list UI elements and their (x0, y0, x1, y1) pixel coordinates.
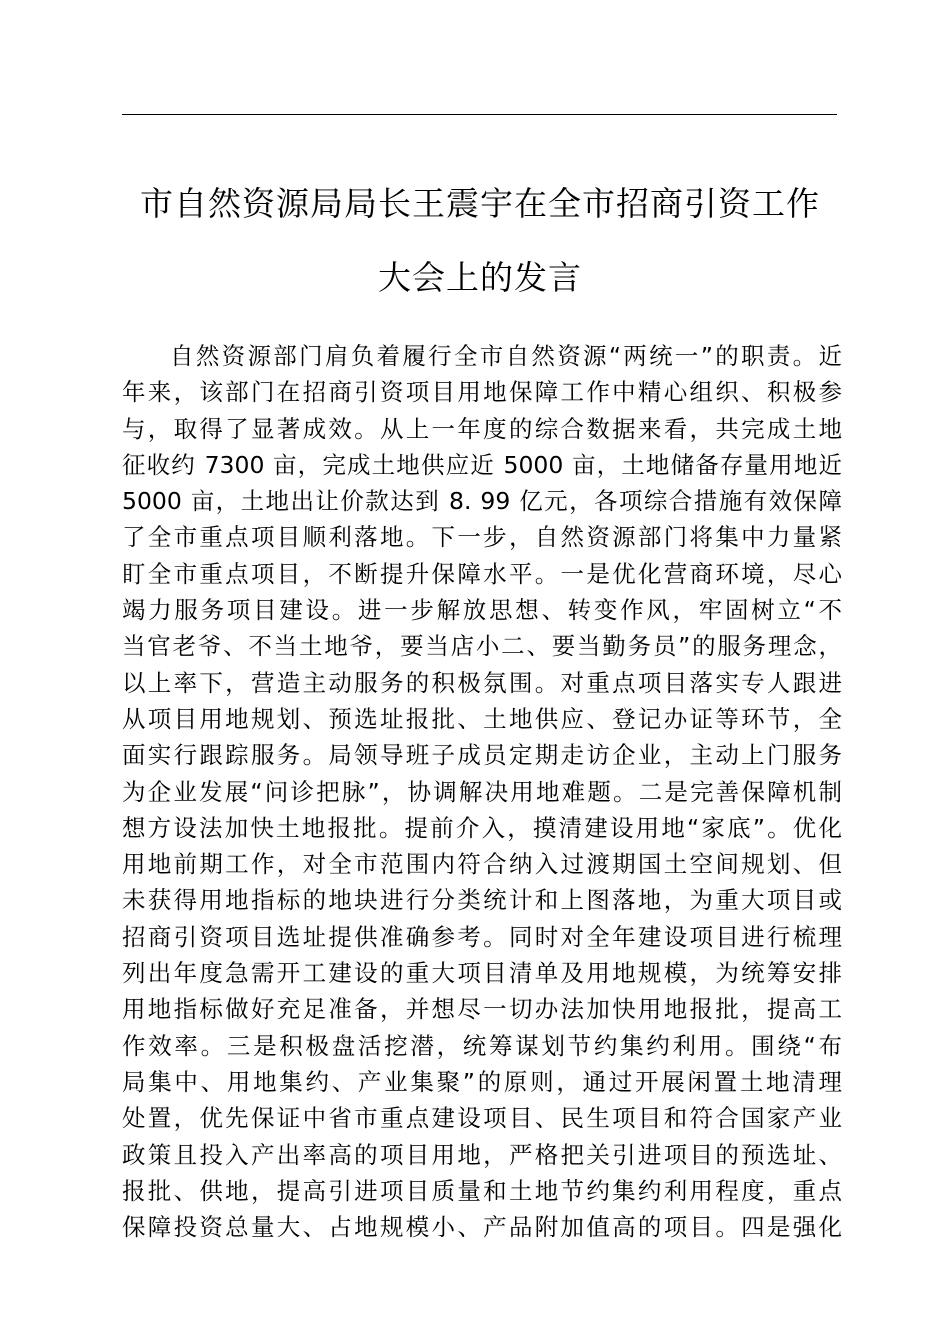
body-line: 与，取得了显著成效。从上一年度的综合数据来看，共完成土地 (122, 414, 842, 443)
body-line: 盯全市重点项目，不断提升保障水平。一是优化营商环境，尽心 (122, 559, 842, 588)
body-line: 用地前期工作，对全市范围内符合纳入过渡期国土空间规划、但 (122, 850, 842, 879)
body-line: 用地指标做好充足准备，并想尽一切办法加快用地报批，提高工 (122, 995, 842, 1024)
body-line: 作效率。三是积极盘活挖潜，统筹谋划节约集约利用。围绕“布 (122, 1031, 842, 1060)
body-line: 局集中、用地集约、产业集聚”的原则，通过开展闲置土地清理 (122, 1067, 842, 1096)
body-line: 招商引资项目选址提供准确参考。同时对全年建设项目进行梳理 (122, 922, 842, 951)
body-line: 保障投资总量大、占地规模小、产品附加值高的项目。四是强化 (122, 1213, 842, 1242)
body-line: 年来，该部门在招商引资项目用地保障工作中精心组织、积极参 (122, 378, 842, 407)
body-line: 征收约 7300 亩，完成土地供应近 5000 亩，土地储备存量用地近 (122, 450, 842, 479)
body-line: 为企业发展“问诊把脉”，协调解决用地难题。二是完善保障机制 (122, 777, 842, 806)
body-line: 了全市重点项目顺利落地。下一步，自然资源部门将集中力量紧 (122, 523, 842, 552)
document-title-line-2: 大会上的发言 (378, 258, 582, 297)
body-line: 从项目用地规划、预选址报批、土地供应、登记办证等环节，全 (122, 704, 842, 733)
body-line: 面实行跟踪服务。局领导班子成员定期走访企业，主动上门服务 (122, 741, 842, 770)
body-line: 处置，优先保证中省市重点建设项目、民生项目和符合国家产业 (122, 1104, 842, 1133)
body-line: 当官老爷、不当土地爷，要当店小二、要当勤务员”的服务理念， (122, 632, 842, 661)
body-line: 列出年度急需开工建设的重大项目清单及用地规模，为统筹安排 (122, 959, 842, 988)
body-line: 未获得用地指标的地块进行分类统计和上图落地，为重大项目或 (122, 886, 842, 915)
document-title-line-1: 市自然资源局局长王震宇在全市招商引资工作 (140, 184, 820, 223)
body-line: 自然资源部门肩负着履行全市自然资源“两统一”的职责。近 (170, 342, 842, 370)
body-line: 想方设法加快土地报批。提前介入，摸清建设用地“家底”。优化 (122, 813, 842, 842)
body-line: 政策且投入产出率高的项目用地，严格把关引进项目的预选址、 (122, 1140, 842, 1169)
body-line: 以上率下，营造主动服务的积极氛围。对重点项目落实专人跟进 (122, 668, 842, 697)
body-line: 报批、供地，提高引进项目质量和土地节约集约利用程度，重点 (122, 1176, 842, 1205)
document-body (122, 338, 842, 1245)
header-rule (122, 114, 837, 115)
body-line: 5000 亩，土地出让价款达到 8. 99 亿元，各项综合措施有效保障 (122, 487, 842, 516)
body-line: 竭力服务项目建设。进一步解放思想、转变作风，牢固树立“不 (122, 596, 842, 625)
